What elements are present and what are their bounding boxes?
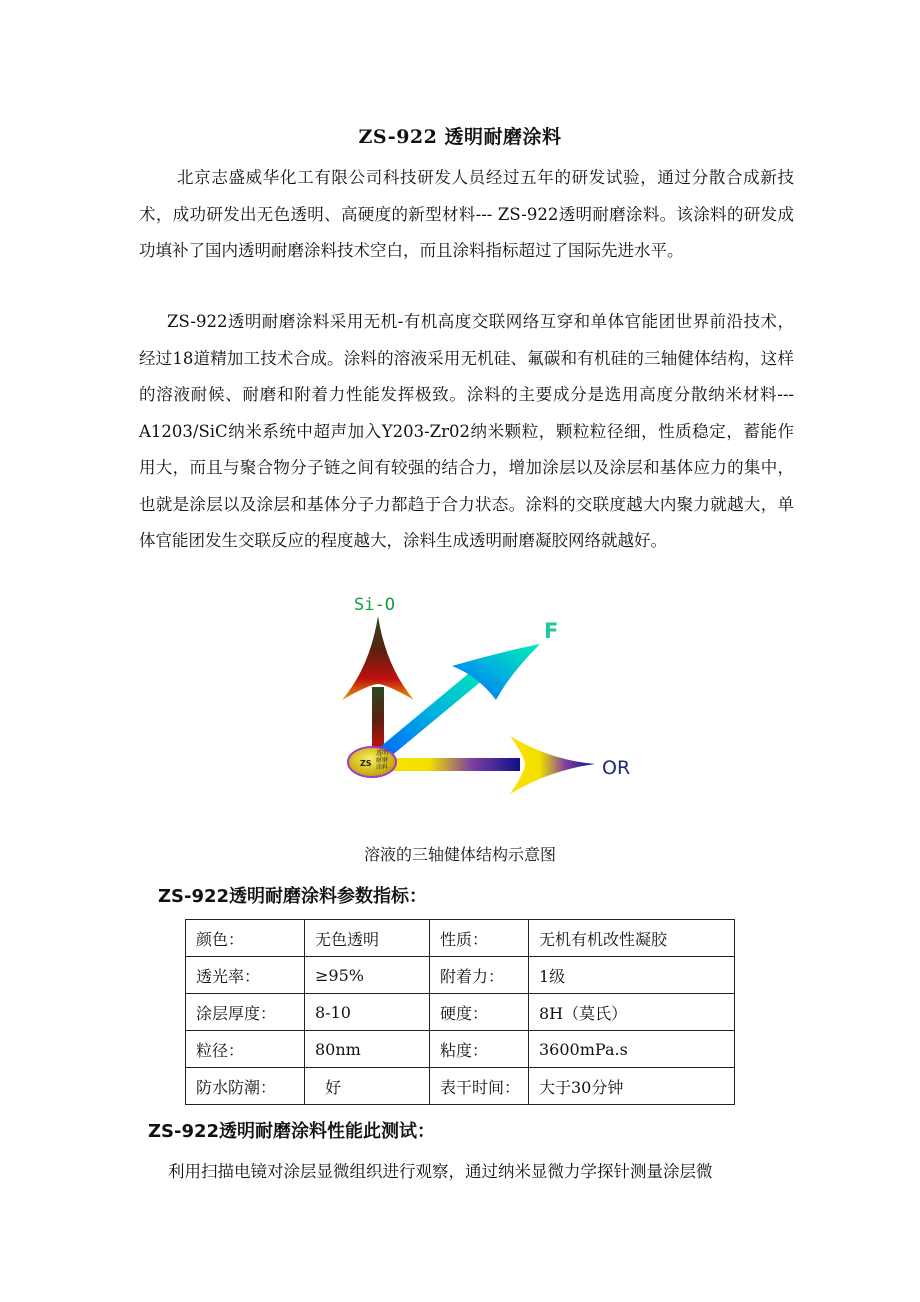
table-cell: 无机有机改性凝胶 <box>529 920 735 957</box>
table-row <box>186 994 735 1031</box>
table-cell: 粘度： <box>430 1031 529 1068</box>
test-heading: ZS-922透明耐磨涂料性能此测试： <box>148 1121 436 1142</box>
table-cell: 1级 <box>529 957 735 994</box>
table-cell: 无色透明 <box>305 920 430 957</box>
table-row <box>186 957 735 994</box>
badge-line-2: 透明 <box>376 750 389 757</box>
table-cell: 80nm <box>305 1031 430 1068</box>
table-cell: 涂层厚度： <box>186 994 305 1031</box>
zs-badge <box>348 747 396 777</box>
table-cell: 表干时间： <box>430 1068 529 1105</box>
table-cell: 好 <box>305 1068 430 1105</box>
table-cell: 颜色： <box>186 920 305 957</box>
table-cell: 性质： <box>430 920 529 957</box>
table-cell: 8H（莫氏） <box>529 994 735 1031</box>
badge-line-4: 涂料 <box>376 764 389 771</box>
table-cell: 防水防潮： <box>186 1068 305 1105</box>
document-title: ZS-922 透明耐磨涂料 <box>358 126 562 148</box>
table-cell: 粒径： <box>186 1031 305 1068</box>
table-row <box>186 920 735 957</box>
technology-paragraph: ZS-922透明耐磨涂料采用无机-有机高度交联网络互穿和单体官能团世界前沿技术，经过18道精加工技术合成。涂料的溶液采用无机硅、氟碳和有机硅的三轴健体结构，这样的溶液耐候、耐磨和附着力性能发挥极致。涂料的主要成分是选用高度分散纳米材料---A1203/SiC纳米系统中超声加入Y203-Zr02纳米颗粒，颗粒粒径细，性质稳定，蓄能作用大，而且与聚合物分子链之间有较强的结合力，增加涂层以及涂层和基体应力的集中，也就是涂层以及涂层和基体分子力都趋于合力状态。涂料的交联度越大内聚力就越大，单体官能团发生交联反应的程度越大，涂料生成透明耐磨凝胶网络就越好。 <box>139 312 794 550</box>
label-si-o: Si-O <box>354 595 395 615</box>
test-paragraph: 利用扫描电镜对涂层显微组织进行观察，通过纳米显微力学探针测量涂层微 <box>168 1162 713 1181</box>
table-cell: 透光率： <box>186 957 305 994</box>
tri-axis-structure-diagram <box>340 592 640 817</box>
label-f: F <box>544 619 559 643</box>
table-cell: 8-10 <box>305 994 430 1031</box>
table-cell: 大于30分钟 <box>529 1068 735 1105</box>
spec-heading: ZS-922透明耐磨涂料参数指标： <box>158 886 428 907</box>
badge-line-3: 耐磨 <box>376 757 389 764</box>
label-or: OR <box>602 757 631 779</box>
table-cell: 附着力： <box>430 957 529 994</box>
f-arrow <box>374 644 540 762</box>
figure-caption: 溶液的三轴健体结构示意图 <box>363 845 556 864</box>
badge-zs-text: ZS <box>360 759 372 768</box>
spec-table <box>185 919 735 1105</box>
table-cell: ≥95% <box>305 957 430 994</box>
table-cell: 硬度： <box>430 994 529 1031</box>
or-arrow <box>380 736 595 794</box>
table-row <box>186 1031 735 1068</box>
table-cell: 3600mPa.s <box>529 1031 735 1068</box>
table-row <box>186 1068 735 1105</box>
intro-paragraph: 北京志盛威华化工有限公司科技研发人员经过五年的研发试验，通过分散合成新技术，成功研发出无色透明、高硬度的新型材料--- ZS-922透明耐磨涂料。该涂料的研发成功填补了国内透明耐磨涂料技术空白，而且涂料指标超过了国际先进水平。 <box>139 168 794 260</box>
